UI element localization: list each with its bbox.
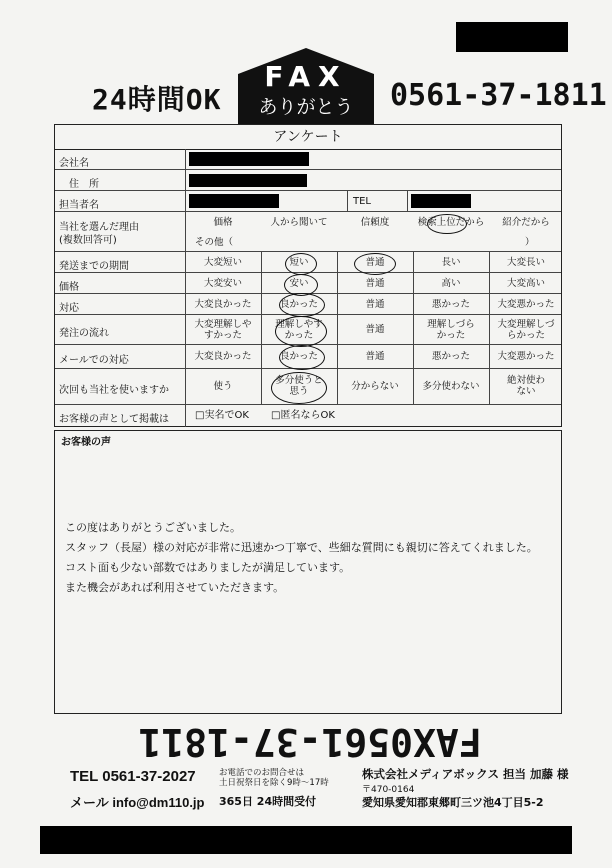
next-opt: 多分使わない — [422, 381, 480, 392]
selection-circle — [354, 253, 396, 275]
footer-address: 愛知県愛知郡東郷町三ツ池4丁目5-2 — [362, 796, 544, 809]
publish-anonymous: □匿名ならOK — [271, 410, 335, 421]
customer-voice-title: お客様の声 — [61, 437, 111, 448]
email-opt-selected: 良かった — [279, 351, 318, 362]
redacted-company — [189, 152, 309, 166]
next-opt: 使う — [213, 381, 233, 392]
row-contact — [55, 191, 561, 212]
flow-opt: 理解しづらかった — [427, 319, 475, 341]
price-opt: 大変安い — [203, 278, 242, 289]
label-shipping: 発送までの期間 — [59, 261, 129, 272]
email-opt: 普通 — [365, 351, 385, 362]
voice-line: また機会があれば利用させていただきます。 — [65, 581, 285, 594]
customer-voice-box — [54, 430, 562, 714]
label-address: 住 所 — [69, 179, 99, 190]
hours-line2: 土日祝祭日を除く9時〜17時 — [219, 778, 329, 788]
next-opt: 分からない — [351, 381, 399, 392]
redacted-address — [189, 174, 307, 187]
shipping-opt: 大変短い — [203, 257, 242, 268]
label-flow: 発注の流れ — [59, 328, 109, 339]
email-opt: 大変良かった — [194, 351, 252, 362]
flow-opt: 大変理解しやすかった — [194, 319, 252, 341]
shipping-opt-selected: 普通 — [365, 257, 385, 268]
reason-other: その他（ — [195, 237, 234, 248]
publish-real-name: □実名でOK — [195, 410, 249, 421]
24h-ok-heading: 24時間OK — [92, 83, 222, 116]
flow-opt: 普通 — [365, 324, 385, 335]
redacted-tel — [411, 194, 471, 208]
fax-word: FAX — [264, 60, 348, 93]
flow-opt: 大変理解しづらかった — [497, 319, 555, 341]
row-company — [55, 149, 561, 170]
survey-table — [54, 124, 562, 427]
redacted-header-block — [456, 22, 568, 52]
company-name: 株式会社メディアボックス 担当 加藤 — [362, 767, 553, 781]
sama-handwritten: 様 — [557, 767, 569, 781]
label-price: 価格 — [59, 282, 79, 293]
reason-introduction: 紹介だから — [502, 217, 550, 228]
label-reason-sub: (複数回答可) — [59, 235, 117, 246]
reason-search: 検索上位だから — [417, 217, 485, 228]
next-opt-selected: 多分使うと思う — [275, 375, 323, 397]
footer-company — [362, 766, 569, 782]
selection-circle — [279, 293, 325, 317]
fax-number-header: 0561-37-1811 — [390, 78, 607, 113]
label-publish: お客様の声として掲載は — [59, 414, 169, 425]
price-opt: 普通 — [365, 278, 385, 289]
reason-price: 価格 — [213, 217, 233, 228]
footer-phone-hours — [219, 768, 329, 788]
label-contact: 担当者名 — [59, 200, 99, 211]
hours-line1: お電話でのお問合せは — [219, 768, 305, 778]
label-reason: 当社を選んだ理由 — [59, 222, 139, 233]
footer-zip: 〒470-0164 — [362, 785, 415, 795]
support-opt: 大変良かった — [194, 299, 252, 310]
selection-circle — [279, 345, 325, 370]
flow-opt-selected: 理解しやすかった — [275, 319, 323, 341]
mirrored-fax-number: FAX0561-37-1811 — [138, 720, 482, 764]
label-support: 対応 — [59, 303, 79, 314]
footer-tel: TEL 0561-37-2027 — [70, 768, 196, 785]
reason-trust: 信頼度 — [360, 217, 390, 228]
reason-other-close: ） — [525, 237, 535, 248]
label-next: 次回も当社を使いますか — [59, 385, 169, 396]
footer-mail: メール info@dm110.jp — [70, 795, 205, 810]
shipping-opt: 長い — [441, 257, 461, 268]
shipping-opt: 短い — [289, 257, 309, 268]
label-tel: TEL — [353, 196, 371, 207]
selection-circle — [271, 372, 327, 404]
footer-fax-hours: 365日 24時間受付 — [219, 795, 317, 808]
price-opt-selected: 安い — [289, 278, 309, 289]
survey-title: アンケート — [55, 125, 561, 150]
redacted-bottom-bar — [40, 826, 572, 854]
support-opt-selected: 良かった — [279, 299, 318, 310]
thanks-word: ありがとう — [258, 96, 354, 118]
support-opt: 悪かった — [431, 299, 470, 310]
voice-line: この度はありがとうございました。 — [65, 521, 241, 534]
support-opt: 大変悪かった — [497, 299, 555, 310]
label-company: 会社名 — [59, 158, 89, 169]
email-opt: 大変悪かった — [497, 351, 555, 362]
support-opt: 普通 — [365, 299, 385, 310]
voice-line: スタッフ（長屋）様の対応が非常に迅速かつ丁寧で、些細な質問にも親切に答えてくれました。 — [65, 541, 538, 554]
selection-circle — [427, 214, 467, 234]
next-opt: 絶対使わない — [507, 375, 546, 397]
price-opt: 高い — [441, 278, 461, 289]
redacted-contact — [189, 194, 279, 208]
row-address — [55, 170, 561, 191]
voice-line: コスト面も少ない部数ではありましたが満足しています。 — [65, 561, 351, 574]
selection-circle — [275, 316, 327, 347]
shipping-opt: 大変長い — [506, 257, 545, 268]
row-publish — [55, 405, 561, 427]
email-opt: 悪かった — [431, 351, 470, 362]
reason-referral-word: 人から聞いて — [270, 217, 328, 228]
label-email: メールでの対応 — [59, 355, 129, 366]
price-opt: 大変高い — [506, 278, 545, 289]
selection-circle — [285, 253, 317, 275]
row-reason — [55, 212, 561, 252]
